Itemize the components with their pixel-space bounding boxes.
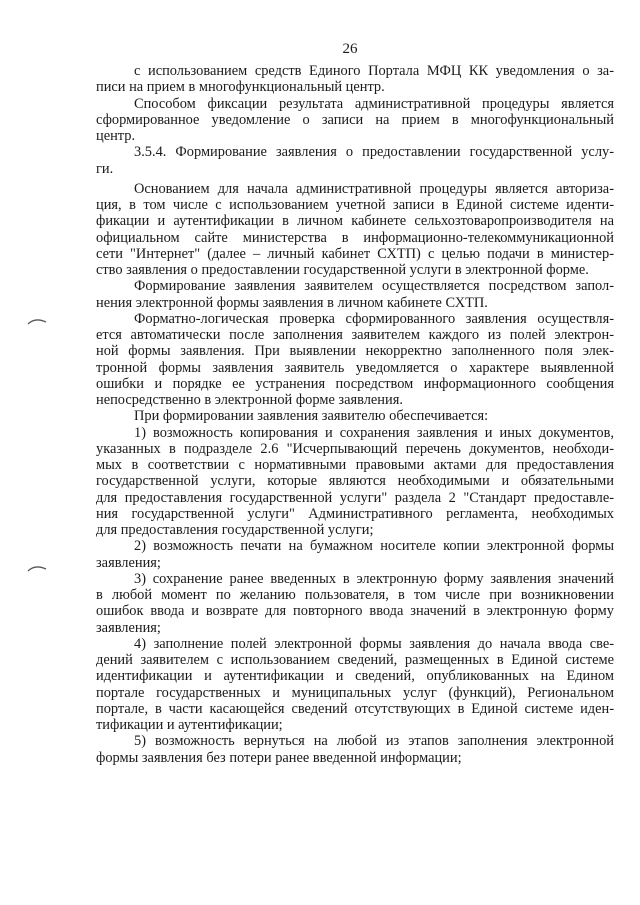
text-line: ция, в том числе с использованием учетной записи в Единой системе иденти- — [96, 197, 614, 213]
text-line: 1) возможность копирования и сохранения заявления и иных документов, — [134, 424, 614, 441]
text-line: 5) возможность вернуться на любой из этапов заполнения электронной — [134, 733, 614, 750]
text-line: заявления; — [96, 619, 161, 636]
text-line: указанных в подразделе 2.6 "Исчерпывающий перечень документов, необходи- — [96, 440, 614, 457]
text-line: официальном сайте министерства в информационно-телекоммуникационной — [96, 229, 614, 246]
text-line: портале государственных и муниципальных услуг (функций), Региональном — [96, 684, 614, 701]
text-line: 3.5.4. Формирование заявления о предоставлении государственной услу- — [134, 144, 614, 161]
text-line: сформированное уведомление о записи на прием в многофункциональный — [96, 111, 614, 128]
text-line: 4) заполнение полей электронной формы заявления до начала ввода све- — [134, 635, 614, 652]
text-line: государственной услуги, которые являются необходимыми и обязательными — [96, 473, 614, 490]
text-line: нения электронной формы заявления в личном кабинете СХТП. — [96, 294, 488, 311]
binding-hole-mark — [26, 316, 48, 326]
text-line: ния государственной услуги" Административного регламента, необходимых — [96, 505, 614, 522]
text-line: писи на прием в многофункциональный центр. — [96, 79, 385, 96]
text-line: формы заявления без потери ранее введенной информации; — [96, 749, 462, 766]
text-line: Форматно-логическая проверка сформированного заявления осуществля- — [134, 310, 614, 327]
text-line: ошибки и порядке ее устранения посредством информационного сообщения — [96, 375, 614, 392]
text-line: мых в соответствии с нормативными правовыми актами для предоставления — [96, 457, 614, 473]
binding-hole-mark — [26, 563, 48, 573]
text-line: фикации и аутентификации в личном кабинете сельхозтоваропроизводителя на — [96, 213, 614, 230]
page-number: 26 — [342, 41, 358, 57]
text-line: При формировании заявления заявителю обеспечивается: — [134, 408, 489, 425]
text-line: в любой момент по желанию пользователя, в том числе при возникновении — [96, 587, 614, 603]
text-line: ется автоматически после заполнения заявителем каждого из полей электрон- — [96, 327, 614, 343]
text-line: для предоставления государственной услуги" раздела 2 "Стандарт предоставле- — [96, 489, 614, 506]
text-line: 3) сохранение ранее введенных в электронную форму заявления значений — [134, 570, 614, 587]
text-line: тронной формы заявления заявитель уведомляется о характере выявленной — [96, 359, 614, 376]
text-line: для предоставления государственной услуги; — [96, 522, 374, 538]
text-line: центр. — [96, 128, 136, 144]
document-body-text — [96, 63, 614, 766]
text-line: тификации и аутентификации; — [96, 717, 283, 733]
text-line: непосредственно в электронной форме заявления. — [96, 392, 403, 408]
text-line: сети "Интернет" (далее – личный кабинет СХТП) с целью подачи в министер- — [96, 245, 614, 262]
text-line: Основанием для начала административной процедуры является авториза- — [134, 180, 614, 197]
text-line: Формирование заявления заявителем осуществляется посредством запол- — [134, 278, 614, 295]
text-line: ной формы заявления. При выявлении некорректно заполненного поля элек- — [96, 343, 614, 360]
text-line: ошибок ввода и возврате для повторного ввода значений в электронную форму — [96, 603, 614, 620]
text-line: 2) возможность печати на бумажном носителе копии электронной формы — [134, 538, 614, 555]
text-line: Способом фиксации результата административной процедуры является — [134, 95, 614, 112]
text-line: портале, в части касающейся сведений отсутствующих в Единой системе иден- — [96, 700, 614, 717]
text-line: ство заявления о предоставлении государственной услуги в электронной форме. — [96, 262, 589, 278]
text-line: ги. — [96, 160, 114, 177]
text-line: заявления; — [96, 554, 161, 571]
text-line: с использованием средств Единого Портала МФЦ КК уведомления о за- — [134, 63, 614, 79]
text-line: дений заявителем с использованием сведений, размещенных в Единой системе — [96, 652, 614, 668]
text-line: идентификации и аутентификации и сведений, опубликованных на Едином — [96, 668, 614, 685]
